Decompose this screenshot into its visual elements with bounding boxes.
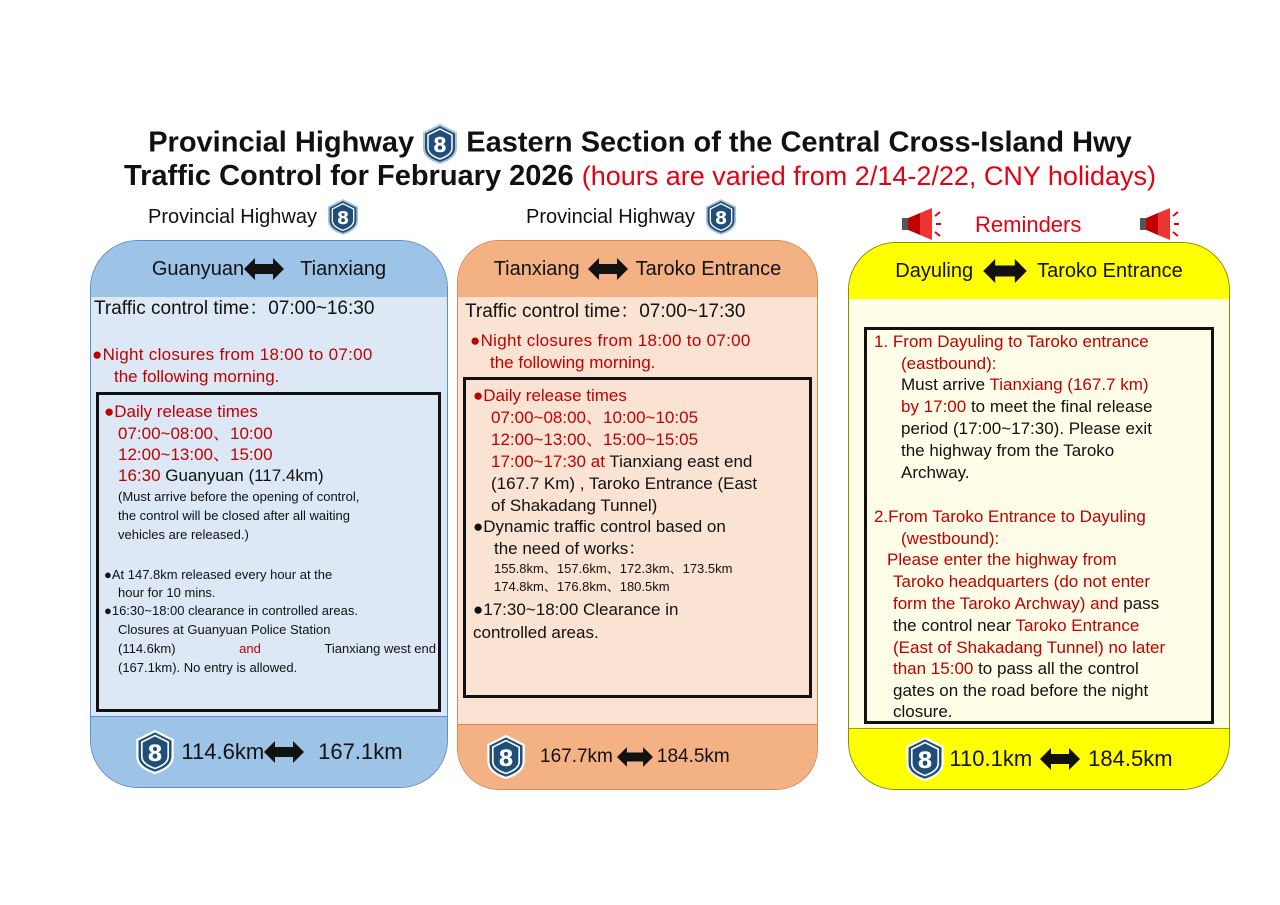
card2-daily-title: ●Daily release times (473, 386, 627, 405)
card3-p2-e: (East of Shakadang Tunnel) no later (893, 638, 1166, 657)
double-arrow-icon (617, 747, 653, 767)
card3-p2-f (893, 659, 1139, 679)
card1-km-to: 167.1km (318, 739, 403, 764)
card3-p2-d1: the control near (893, 616, 1016, 635)
card1-bullet-2c (118, 641, 436, 657)
card2-dynamic-3: 155.8km、157.6km、172.3km、173.5km (494, 561, 733, 576)
svg-text:8: 8 (714, 209, 728, 230)
card3-from: Dayuling (895, 259, 974, 282)
card2-dynamic-4: 174.8km、176.8km、180.5km (494, 579, 670, 594)
col2-header-label: Provincial Highway (526, 205, 695, 228)
card3-p2-a: Please enter the highway from (887, 550, 1117, 569)
double-arrow-icon (588, 258, 628, 280)
card3-p2-title-1: 2.From Taroko Entrance to Dayuling (874, 507, 1146, 526)
card3-p1-title-1: 1. From Dayuling to Taroko entrance (874, 332, 1149, 351)
title-line2-main: Traffic Control for February 2026 (124, 160, 582, 192)
svg-text:8: 8 (147, 741, 164, 767)
card3-p2-c (893, 594, 1159, 614)
highway-shield-icon (705, 198, 737, 236)
card1-note-2: the control will be closed after all waiting (118, 508, 350, 523)
card1-night-closure: ●Night closures from 18:00 to 07:00 (92, 345, 373, 364)
highway-shield-icon (327, 198, 359, 236)
title-line-1 (0, 124, 1280, 164)
svg-text:8: 8 (336, 209, 350, 230)
card1-bullet-2c-and: and (239, 641, 261, 656)
card2-release-3-time: 17:00~17:30 at (491, 452, 605, 471)
card3-p1-a1: Must arrive (901, 375, 990, 394)
card3-p2-f1: than 15:00 (893, 659, 974, 678)
card3-km-from: 110.1km (949, 746, 1033, 771)
card1-bullet-2d: (167.1km). No entry is allowed. (118, 660, 298, 675)
card1-bullet-2c-2: Tianxiang west end (324, 641, 436, 656)
title-line1-left: Provincial Highway (148, 126, 415, 159)
card1-km-footer (91, 716, 447, 787)
card3-route-header (849, 243, 1229, 300)
card2-release-2: 12:00~13:00、15:00~15:05 (491, 430, 699, 449)
card3-p1-b2: to meet the final release (966, 397, 1153, 416)
card1-release-1: 07:00~08:00、10:00 (118, 424, 273, 443)
card3-p2-title-2: (westbound): (901, 529, 1000, 548)
card1-bullet-2b: Closures at Guanyuan Police Station (118, 622, 331, 637)
card2-from: Tianxiang (493, 257, 580, 280)
card1-control-time: Traffic control time：07:00~16:30 (94, 298, 375, 319)
card1-night-closure-2: the following morning. (114, 367, 280, 386)
card2-km-footer (458, 724, 817, 789)
card3-p1-a2: Tianxiang (167.7 km) (989, 375, 1149, 394)
card3-p1-e: Archway. (901, 463, 970, 482)
highway-shield-icon (422, 124, 458, 164)
svg-text:8: 8 (917, 748, 934, 774)
card2-to: Taroko Entrance (635, 257, 782, 280)
reminders-heading: Reminders (975, 212, 1082, 237)
double-arrow-icon (264, 741, 304, 763)
card2-km-to: 184.5km (656, 746, 730, 767)
card2-night-closure-2: the following morning. (490, 353, 656, 372)
col1-header (148, 198, 359, 236)
svg-text:8: 8 (498, 746, 514, 772)
card3-p2-f2: to pass all the control (973, 659, 1139, 678)
card1-to: Tianxiang (300, 257, 387, 280)
card1-release-3 (118, 466, 324, 486)
card1-daily-title: ●Daily release times (104, 402, 258, 421)
card3-to: Taroko Entrance (1037, 259, 1183, 282)
card1-release-3-time: 16:30 (118, 466, 161, 485)
card3-p2-d (893, 616, 1139, 636)
card1-bullet-1a: ●At 147.8km released every hour at the (104, 567, 333, 582)
col2-header (526, 198, 737, 236)
megaphone-icon (1138, 206, 1180, 247)
card1-route-header (91, 241, 447, 298)
highway-shield-icon (135, 730, 175, 774)
card2-control-time: Traffic control time：07:00~17:30 (465, 301, 746, 322)
card3-p2-g: gates on the road before the night (893, 681, 1149, 700)
card1-release-3-place: Guanyuan (117.4km) (160, 466, 324, 485)
highway-shield-icon (905, 737, 945, 781)
card1-bullet-2c-1: (114.6km) (118, 641, 176, 656)
card3-p1-b1: by 17:00 (901, 397, 967, 416)
card2-clearance-2: controlled areas. (473, 623, 599, 642)
card2-release-1: 07:00~08:00、10:00~10:05 (491, 408, 699, 427)
card3-p2-c2: pass (1118, 594, 1160, 613)
megaphone-icon (900, 206, 942, 247)
card3-p2-d2: Taroko Entrance (1015, 616, 1140, 635)
col1-header-label: Provincial Highway (148, 205, 317, 228)
double-arrow-icon (244, 258, 284, 280)
double-arrow-icon (1040, 748, 1080, 770)
card1-km-from: 114.6km (181, 739, 265, 764)
card1-note-3: vehicles are released.) (118, 527, 249, 542)
card2-release-4: (167.7 Km) , Taroko Entrance (East (491, 474, 758, 493)
card3-p1-b (901, 397, 1152, 417)
card1-note-1: (Must arrive before the opening of control, (118, 489, 360, 504)
card1-bullet-1b: hour for 10 mins. (118, 585, 216, 600)
card2-night-closure: ●Night closures from 18:00 to 07:00 (470, 331, 751, 350)
title-line-2 (0, 160, 1280, 193)
card3-p1-a (901, 375, 1149, 395)
card2-release-5: of Shakadang Tunnel) (491, 496, 658, 515)
card3-km-footer (849, 728, 1229, 789)
card3-p1-c: period (17:00~17:30). Please exit (901, 419, 1152, 438)
card1-from: Guanyuan (151, 257, 245, 280)
card3-p1-d: the highway from the Taroko (901, 441, 1115, 460)
card2-clearance-1: ●17:30~18:00 Clearance in (473, 600, 679, 619)
card2-km-from: 167.7km (540, 746, 613, 767)
card3-p1-title-2: (eastbound): (901, 354, 997, 373)
title-line2-note: (hours are varied from 2/14-2/22, CNY holidays) (581, 161, 1156, 191)
double-arrow-icon (983, 259, 1027, 283)
card2-route-header (458, 241, 817, 298)
card2-dynamic-1: ●Dynamic traffic control based on (473, 517, 726, 536)
svg-text:8: 8 (433, 133, 448, 157)
card1-bullet-2a: ●16:30~18:00 clearance in controlled areas. (104, 603, 358, 618)
card3-p2-b: Taroko headquarters (do not enter (893, 572, 1151, 591)
title-line1-right: Eastern Section of the Central Cross-Island Hwy (466, 126, 1132, 159)
card2-dynamic-2: the need of works： (494, 539, 646, 558)
highway-shield-icon (486, 735, 526, 779)
card1-release-2: 12:00~13:00、15:00 (118, 445, 273, 464)
card3-km-to: 184.5km (1088, 746, 1173, 771)
card2-release-3-place: Tianxiang east end (604, 452, 753, 471)
card2-release-3 (491, 452, 752, 472)
card3-p2-h: closure. (893, 702, 953, 721)
card3-p2-c1: form the Taroko Archway) and (893, 594, 1119, 613)
